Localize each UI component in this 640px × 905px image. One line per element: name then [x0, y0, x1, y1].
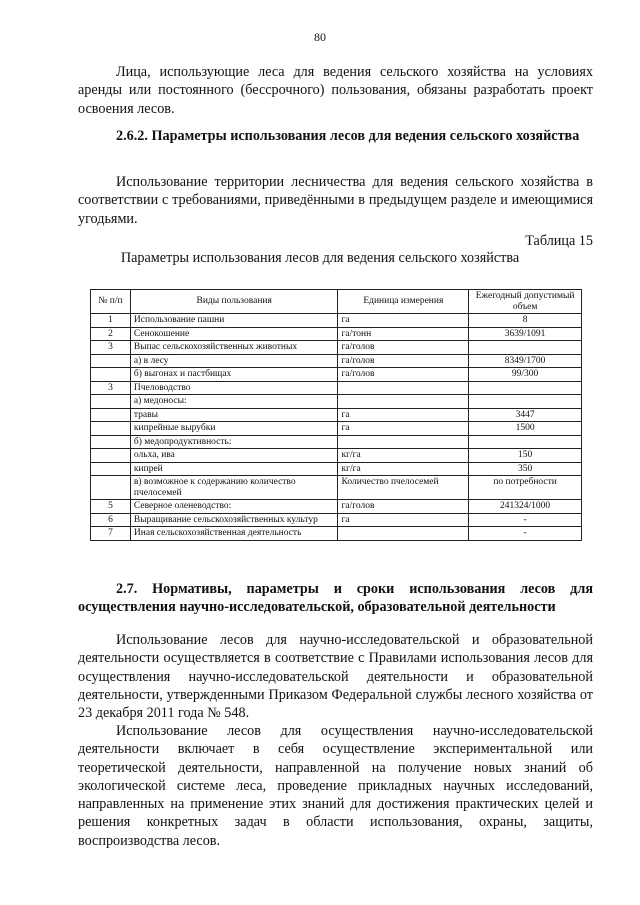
row-use-type-cell: а) медоносы: — [130, 395, 338, 409]
table-row — [91, 435, 582, 449]
row-number-cell — [91, 476, 131, 500]
row-unit-cell: га/голов — [338, 354, 469, 368]
table-row — [91, 341, 582, 355]
header-number: № п/п — [91, 290, 131, 314]
row-use-type-cell: Северное оленеводство: — [130, 500, 338, 514]
row-number-cell: 6 — [91, 513, 131, 527]
row-use-type-cell: Сенокошение — [130, 327, 338, 341]
table-row — [91, 314, 582, 328]
row-number-cell — [91, 449, 131, 463]
row-unit-cell: кг/га — [338, 449, 469, 463]
row-volume-cell — [469, 341, 582, 355]
row-use-type-cell: б) выгонах и пастбищах — [130, 368, 338, 382]
row-use-type-cell: а) в лесу — [130, 354, 338, 368]
table-header-row — [91, 290, 582, 314]
row-number-cell — [91, 462, 131, 476]
table-row — [91, 500, 582, 514]
row-number-cell: 3 — [91, 381, 131, 395]
row-use-type-cell: Использование пашни — [130, 314, 338, 328]
row-unit-cell: га — [338, 422, 469, 436]
row-unit-cell: кг/га — [338, 462, 469, 476]
row-unit-cell: га — [338, 408, 469, 422]
table-title: Параметры использования лесов для ведения сельского хозяйства — [120, 250, 520, 266]
row-number-cell: 5 — [91, 500, 131, 514]
row-unit-cell — [338, 381, 469, 395]
header-use-type: Виды пользования — [130, 290, 338, 314]
row-unit-cell: га/тонн — [338, 327, 469, 341]
row-unit-cell: га/голов — [338, 341, 469, 355]
table-row — [91, 395, 582, 409]
row-unit-cell — [338, 527, 469, 541]
section-2-6-2-paragraph: Использование территории лесничества для ведения сельского хозяйства в соответствии с требованиями, приведёнными в предыдущем разделе и имеющимися угодьями. — [78, 174, 593, 227]
row-number-cell — [91, 395, 131, 409]
section-2-7-paragraph-2: Использование лесов для осуществления научно-исследовательской деятельности включает в себя осуществление экспериментальной или теоретической деятельности, направленной на получение новых знаний об экологической системе леса, проведение прикладных научных исследований, направленных на применение этих знаний для достижения практических целей и решения конкретных задач в области использования, охраны, защиты, воспроизводства лесов. — [78, 723, 593, 849]
table-row — [91, 368, 582, 382]
row-number-cell — [91, 422, 131, 436]
header-volume: Ежегодный допустимый объем — [469, 290, 582, 314]
table-row — [91, 327, 582, 341]
row-number-cell — [91, 408, 131, 422]
row-use-type-cell: Иная сельскохозяйственная деятельность — [130, 527, 338, 541]
row-number-cell: 2 — [91, 327, 131, 341]
row-unit-cell — [338, 435, 469, 449]
table-row — [91, 527, 582, 541]
page-number: 80 — [314, 30, 326, 44]
header-unit: Единица измерения — [338, 290, 469, 314]
table-row — [91, 422, 582, 436]
row-volume-cell: 8 — [469, 314, 582, 328]
row-volume-cell: 3447 — [469, 408, 582, 422]
row-number-cell: 7 — [91, 527, 131, 541]
row-volume-cell: - — [469, 513, 582, 527]
row-unit-cell — [338, 395, 469, 409]
row-use-type-cell: в) возможное к содержанию количество пчелосемей — [130, 476, 338, 500]
row-use-type-cell: б) медопродуктивность: — [130, 435, 338, 449]
row-volume-cell: 241324/1000 — [469, 500, 582, 514]
section-2-7-paragraph-1: Использование лесов для научно-исследовательской и образовательной деятельности осуществляется в соответствие с Правилами использования лесов для осуществления научно-исследовательской деятельности и образовательной деятельности, утвержденными Приказом Федеральной службы лесного хозяйства от 23 декабря 2011 года № 548. — [78, 632, 593, 722]
row-unit-cell: га/голов — [338, 500, 469, 514]
row-volume-cell: по потребности — [469, 476, 582, 500]
row-unit-cell: га — [338, 513, 469, 527]
row-volume-cell: - — [469, 527, 582, 541]
row-number-cell: 3 — [91, 341, 131, 355]
row-unit-cell: Количество пчелосемей — [338, 476, 469, 500]
table-row — [91, 408, 582, 422]
row-number-cell — [91, 354, 131, 368]
section-2-7-heading: 2.7. Нормативы, параметры и сроки использования лесов для осуществления научно-исследовательской, образовательной деятельности — [78, 581, 593, 616]
row-number-cell: 1 — [91, 314, 131, 328]
table-row — [91, 513, 582, 527]
table-row — [91, 462, 582, 476]
row-unit-cell: га/голов — [338, 368, 469, 382]
row-use-type-cell: Выпас сельскохозяйственных животных — [130, 341, 338, 355]
row-volume-cell: 350 — [469, 462, 582, 476]
row-number-cell — [91, 435, 131, 449]
row-use-type-cell: Выращивание сельскохозяйственных культур — [130, 513, 338, 527]
row-volume-cell: 3639/1091 — [469, 327, 582, 341]
row-volume-cell — [469, 435, 582, 449]
row-use-type-cell: ольха, ива — [130, 449, 338, 463]
row-volume-cell: 1500 — [469, 422, 582, 436]
table-label: Таблица 15 — [525, 233, 593, 249]
row-use-type-cell: кипрейные вырубки — [130, 422, 338, 436]
table-row — [91, 449, 582, 463]
row-use-type-cell: Пчеловодство — [130, 381, 338, 395]
parameters-table — [90, 289, 582, 541]
row-volume-cell: 8349/1700 — [469, 354, 582, 368]
row-volume-cell: 150 — [469, 449, 582, 463]
table-body — [91, 314, 582, 541]
table-row — [91, 476, 582, 500]
section-2-6-2-heading: 2.6.2. Параметры использования лесов для ведения сельского хозяйства — [116, 128, 580, 144]
table-row — [91, 354, 582, 368]
row-volume-cell — [469, 381, 582, 395]
row-use-type-cell: кипрей — [130, 462, 338, 476]
intro-paragraph: Лица, использующие леса для ведения сельского хозяйства на условиях аренды или постоянного (бессрочного) пользования, обязаны разработать проект освоения лесов. — [78, 64, 593, 117]
table-row — [91, 381, 582, 395]
row-unit-cell: га — [338, 314, 469, 328]
row-number-cell — [91, 368, 131, 382]
row-volume-cell: 99/300 — [469, 368, 582, 382]
row-volume-cell — [469, 395, 582, 409]
row-use-type-cell: травы — [130, 408, 338, 422]
